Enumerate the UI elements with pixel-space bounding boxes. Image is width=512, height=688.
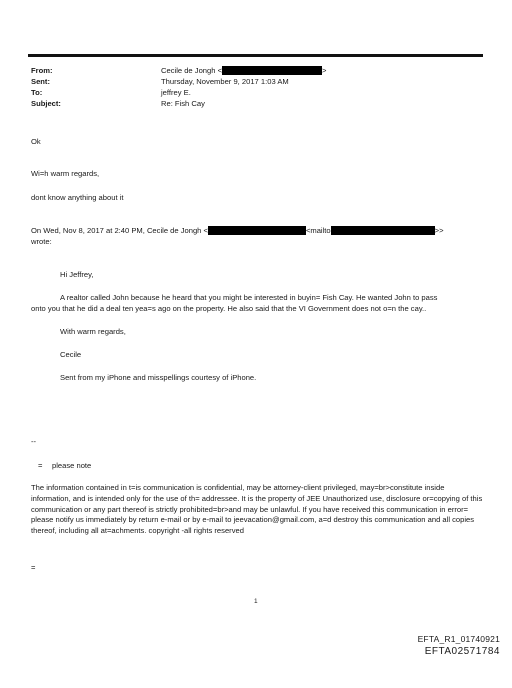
with-regards: With warm regards, xyxy=(60,327,126,336)
disclaimer: The information contained in t=is communication is confidential, may be attorney-client privileged, may=br>constitute inside information, and is intended only for the use of th= addressee. It is the property of JEE Unauthorized use, disclosure or=copying of this communication or any part thereof is strictly prohibited=br>and may be unlawful. If you have received this communication in error= please notify us immediately by return e-mail or by e-mail to jeevacation@gmail.com, a=d destroy this communication and all copies thereof, including all at=achments. copyright -all rights reserved xyxy=(31,483,483,536)
quote-header-text: On Wed, Nov 8, 2017 at 2:40 PM, Cecile de Jongh < xyxy=(31,226,208,235)
footer-id-2: EFTA02571784 xyxy=(424,646,500,657)
reply-regards: Wi=h warm regards, xyxy=(31,169,100,178)
note-text: please note xyxy=(52,461,92,470)
to-label: To: xyxy=(31,88,43,97)
separator-dashes: -- xyxy=(31,437,37,446)
header-rule xyxy=(28,54,483,57)
from-tail: > xyxy=(322,66,327,75)
from-value xyxy=(161,66,326,77)
sent-value: Thursday, November 9, 2017 1:03 AM xyxy=(161,77,289,86)
para1-line2: onto you that he did a deal ten yea=s ago on the property. He also said that the VI Government does not o=n the cay.. xyxy=(31,304,427,313)
redacted-email xyxy=(222,66,322,75)
reply-dont-know: dont know anything about it xyxy=(31,193,124,202)
from-label: From: xyxy=(31,66,53,75)
para1-line1: A realtor called John because he heard that you might be interested in buyin= Fish Cay. He wanted John to pass xyxy=(60,293,438,302)
sent-from: Sent from my iPhone and misspellings courtesy of iPhone. xyxy=(60,373,257,382)
greeting: Hi Jeffrey, xyxy=(60,270,94,279)
redacted-email xyxy=(208,226,306,235)
note-bullet: = xyxy=(38,461,43,470)
signature: Cecile xyxy=(60,350,82,359)
sent-label: Sent: xyxy=(31,77,50,86)
end-mark: = xyxy=(31,563,36,572)
subject-label: Subject: xyxy=(31,99,61,108)
quote-mailto: <mailto xyxy=(305,226,331,235)
to-value: jeffrey E. xyxy=(161,88,191,97)
page-number: 1 xyxy=(254,598,258,605)
from-name: Cecile de Jongh < xyxy=(161,66,223,75)
quote-header-tail: >> xyxy=(434,226,444,235)
quote-wrote: wrote: xyxy=(31,237,52,246)
quote-header-line xyxy=(31,226,444,237)
reply-ok: Ok xyxy=(31,137,41,146)
footer-id-1: EFTA_R1_01740921 xyxy=(417,634,500,644)
subject-value: Re: Fish Cay xyxy=(161,99,205,108)
redacted-mailto xyxy=(331,226,435,235)
